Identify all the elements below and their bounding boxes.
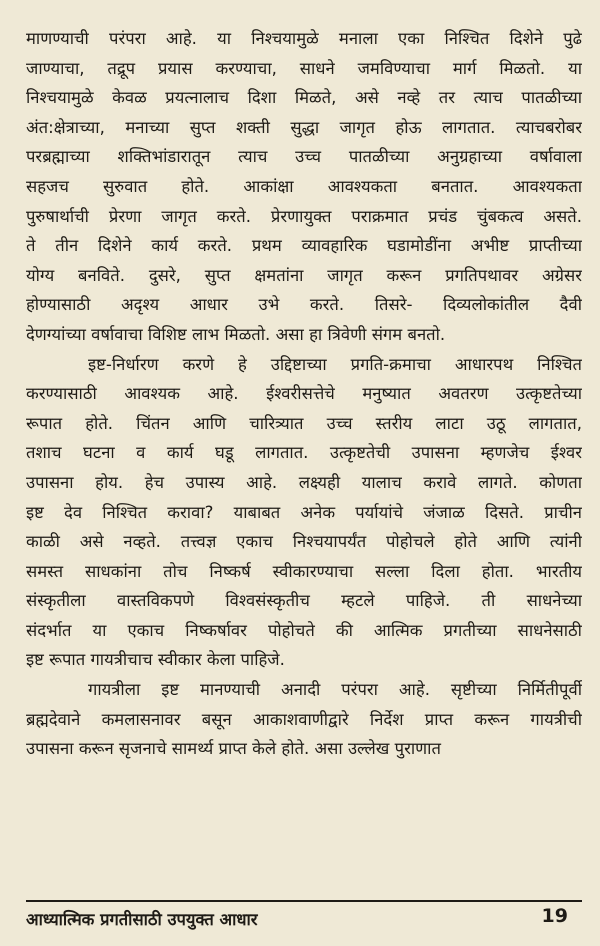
text-line: समस्त साधकांना तोच निष्कर्ष स्वीकारण्याचा सल्ला दिला होता. भारतीय — [26, 561, 582, 581]
text-line: उपासना होय. हेच उपास्य आहे. लक्ष्यही यालाच करावे लागते. कोणता — [26, 472, 582, 492]
text-line: निश्चयामुळे केवळ प्रयत्नालाच दिशा मिळते, असे नव्हे तर त्याच पातळीच्या — [26, 88, 582, 108]
text-line: रूपात होते. चिंतन आणि चारित्र्यात उच्च स्तरीय लाटा उठू लागतात, — [26, 413, 582, 433]
text-line: इष्ट देव निश्चित करावा? याबाबत अनेक पर्यायांचे जंजाळ दिसते. प्राचीन — [26, 502, 582, 522]
page-number: 19 — [541, 905, 568, 927]
text-line: ब्रह्मदेवाने कमलासनावर बसून आकाशवाणीद्वारे निर्देश प्राप्त करून गायत्रीची — [26, 709, 582, 729]
text-line: ते तीन दिशेने कार्य करते. प्रथम व्यावहारिक घडामोडींना अभीष्ट प्राप्तीच्या — [26, 236, 582, 256]
text-line: देणग्यांच्या वर्षावाचा विशिष्ट लाभ मिळतो. असा हा त्रिवेणी संगम बनतो. — [26, 324, 446, 344]
text-line: संदर्भात या एकाच निष्कर्षावर पोहोचते की आत्मिक प्रगतीच्या साधनेसाठी — [26, 620, 582, 640]
text-line: होण्यासाठी अदृश्य आधार उभे करते. तिसरे- दिव्यलोकांतील दैवी — [26, 295, 582, 315]
text-line: उपासना करून सृजनाचे सामर्थ्य प्राप्त केले होते. असा उल्लेख पुराणात — [26, 739, 441, 759]
paragraph — [26, 675, 582, 764]
text-line: तशाच घटना व कार्य घडू लागतात. उत्कृष्टतेची उपासना म्हणजेच ईश्वर — [26, 443, 582, 463]
paragraph — [26, 350, 582, 676]
text-line: संस्कृतीला वास्तविकपणे विश्वसंस्कृतीच म्हटले पाहिजे. ती साधनेच्या — [26, 591, 582, 611]
text-line: इष्ट-निर्धारण करणे हे उद्दिष्टाच्या प्रगति-क्रमाचा आधारपथ निश्चित — [88, 354, 582, 374]
paragraph — [26, 24, 582, 350]
text-line: परब्रह्माच्या शक्तिभांडारातून त्याच उच्च पातळीच्या अनुग्रहाच्या वर्षावाला — [26, 147, 582, 167]
text-line: करण्यासाठी आवश्यक आहे. ईश्वरीसत्तेचे मनुष्यात अवतरण उत्कृष्टतेच्या — [26, 384, 582, 404]
text-line: माणण्याची परंपरा आहे. या निश्चयामुळे मनाला एका निश्चित दिशेने पुढे — [26, 29, 582, 48]
text-line: जाण्याचा, तद्रूप प्रयास करण्याचा, साधने जमविण्याचा मार्ग मिळतो. या — [26, 58, 582, 78]
text-line: पुरुषार्थाची प्रेरणा जागृत करते. प्रेरणायुक्त पराक्रमात प्रचंड चुंबकत्व असते. — [26, 206, 582, 226]
body-text — [26, 24, 582, 764]
text-line: अंत:क्षेत्राच्या, मनाच्या सुप्त शक्ती सुद्धा जागृत होऊ लागतात. त्याचबरोबर — [26, 117, 582, 137]
footer-title: आध्यात्मिक प्रगतीसाठी उपयुक्त आधार — [26, 910, 258, 929]
text-line: योग्य बनविते. दुसरे, सुप्त क्षमतांना जागृत करून प्रगतिपथावर अग्रेसर — [26, 265, 582, 285]
text-line: सहजच सुरुवात होते. आकांक्षा आवश्यकता बनतात. आवश्यकता — [26, 176, 582, 196]
text-line: गायत्रीला इष्ट मानण्याची अनादी परंपरा आहे. सृष्टीच्या निर्मितीपूर्वी — [88, 680, 582, 700]
text-line: इष्ट रूपात गायत्रीचाच स्वीकार केला पाहिजे. — [26, 650, 285, 670]
text-line: काळी असे नव्हते. तत्त्वज्ञ एकाच निश्चयापर्यंत पोहोचले होते आणि त्यांनी — [26, 532, 582, 552]
footer-divider — [26, 900, 582, 902]
